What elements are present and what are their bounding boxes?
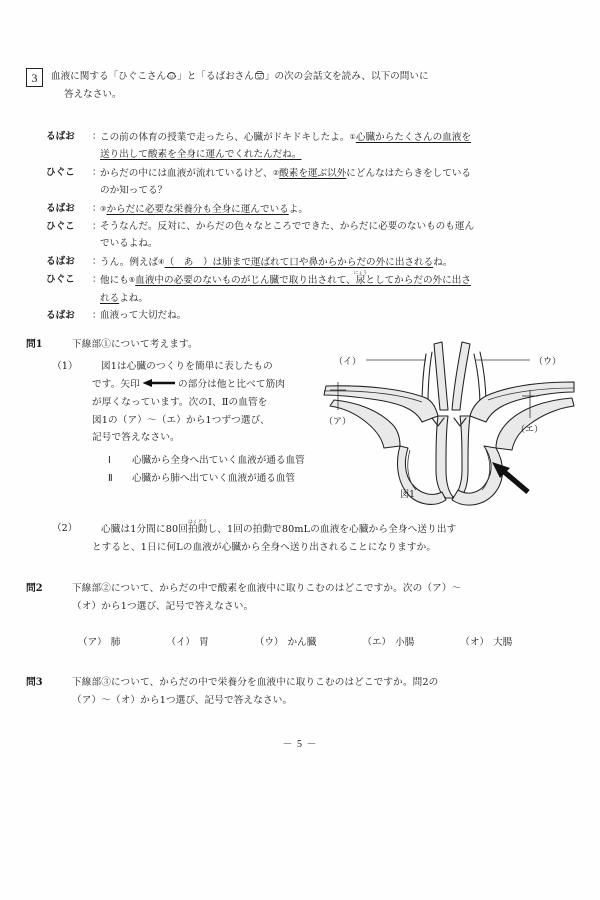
dialogue-speaker: ひぐこ (46, 166, 75, 178)
dialogue-line (46, 164, 576, 200)
mon2-line1: 下線部②について、からだの中で酸素を血液中に取りこむのはどこですか。次の（ア）～ (72, 583, 462, 594)
roman-text-2: 心臓から肺へ出ていく血液が通る血管 (132, 472, 296, 484)
dialogue-segment: 血液中の必要のないものがじん臓で取り出されて、 (135, 275, 356, 287)
dialogue-text-line (100, 128, 576, 146)
list-item (108, 452, 305, 470)
dialogue-segment: よ。 (288, 203, 308, 215)
answer-choice[interactable] (362, 634, 414, 648)
dialogue-speaker: ひぐこ (46, 274, 75, 286)
dialogue-segment: そうなんだ。反対に、からだの色々なところでできた、からだに必要のないものも運ん (100, 221, 475, 233)
problem-2-label: 問2 (26, 583, 43, 594)
dialogue-segment: 心臓からたくさんの血液を (355, 132, 472, 143)
svg-text:（イ）: （イ） (334, 357, 362, 367)
dialogue-colon: ： (92, 255, 102, 267)
dialogue-speaker: ひぐこ (46, 221, 75, 233)
dialogue-segment: としてからだの外に出さ (365, 275, 471, 287)
dialogue-segment: からだに必要な栄養分も全身に運んでいる (106, 203, 289, 215)
answer-choice-text: 小腸 (395, 637, 415, 648)
dialogue-text (100, 164, 576, 200)
answer-choice-label: （ウ） (254, 637, 284, 648)
dialogue-text-line (100, 271, 576, 289)
problem-3-text (72, 674, 576, 709)
answer-choice-label: （エ） (362, 637, 392, 648)
dialogue-segment: うん。例えば (100, 256, 159, 268)
dialogue-colon: ： (92, 221, 102, 233)
answer-choice[interactable] (255, 634, 317, 648)
dialogue-segment: 血液って大切だね。 (100, 310, 187, 322)
sub1-line-2: です。矢印 (92, 378, 140, 390)
dialogue-segment: のか知ってる？ (100, 185, 168, 197)
answer-choice-label: （ア） (78, 637, 107, 648)
dialogue-line (46, 253, 576, 271)
sub2-line1-pre: 心臓は1分間に80回 (101, 524, 188, 535)
dialogue-segment: （ あ ）は肺まで運ばれて口や鼻からからだの外に出される (164, 256, 434, 268)
dialogue-colon: ： (92, 274, 102, 286)
svg-text:（エ）: （エ） (516, 425, 544, 435)
underline-marker: ③ (100, 203, 107, 213)
answer-choice[interactable] (78, 634, 120, 648)
dialogue-speaker: るばお (46, 202, 75, 214)
higuko-face-icon (166, 70, 177, 81)
question-intro-a: 血液に関する「ひぐこさん (51, 71, 167, 82)
dialogue-text-line (100, 218, 576, 235)
sub2-line1-post: し、1回の拍動で80mLの血液を心臓から全身へ送り出す (207, 524, 457, 535)
page-number: － 5 － (282, 739, 318, 750)
dialogue-speaker: るばお (46, 310, 75, 322)
svg-text:（ア）: （ア） (324, 417, 352, 427)
dialogue-segment: からだの中には血液が流れているけど、 (100, 167, 273, 179)
dialogue-segment: この前の体育の授業で走ったら、心臓がドキドキしたよ。 (100, 132, 350, 143)
sub1-line-4: 図1の（ア）～（エ）から1つずつ選び、 (92, 414, 270, 426)
dialogue-text (100, 307, 576, 324)
answer-choice-text: 胃 (199, 637, 209, 648)
roman-num-1: Ⅰ (108, 455, 111, 466)
underline-marker: ① (349, 132, 356, 141)
ruby-annotated-term: 尿にょう (353, 271, 368, 287)
dialogue-line (46, 218, 576, 253)
sub2-line2: とすると、1日に何Lの血液が心臓から全身へ送り出されることになりますか。 (92, 541, 437, 553)
dialogue-colon: ： (92, 202, 102, 214)
hakudou-ruby: 拍動はくどう (187, 520, 208, 535)
mon3-line2: （ア）～（オ）から1つ選び、記号で答えなさい。 (72, 694, 293, 706)
left-arrow-icon (142, 377, 176, 395)
dialogue-text (100, 200, 576, 218)
dialogue-text-continuation (100, 235, 576, 252)
dialogue-text (100, 271, 576, 307)
question-intro-b: 」と「るばおさん (177, 71, 254, 82)
dialogue-colon: ： (92, 310, 102, 322)
dialogue-speaker: るばお (46, 255, 75, 267)
question-intro-c: 」の次の会話文を読み、以下の問いに (264, 71, 429, 82)
sub1-line-5: 記号で答えなさい。 (92, 432, 180, 444)
answer-choice[interactable] (166, 634, 208, 648)
problem-1-sub2-label: （2） (52, 523, 78, 534)
dialogue-segment: ね。 (433, 256, 453, 268)
dialogue-text-line (100, 164, 576, 182)
sub1-line-2b: の部分は他と比べて筋肉 (177, 378, 286, 390)
dialogue-line (46, 307, 576, 324)
roman-num-2: Ⅱ (108, 472, 113, 484)
dialogue-line (46, 200, 576, 218)
dialogue-speaker: るばお (46, 131, 75, 142)
dialogue-text (100, 218, 576, 253)
dialogue-text-line (100, 307, 576, 324)
dialogue-segment: 送り出して酸素を全身に運んでくれたんだね。 (100, 149, 302, 161)
dialogue-segment: 酸素を運ぶ以外 (279, 167, 347, 179)
problem-1-sub1-label: （1） (52, 361, 78, 372)
dialogue-segment: 他にも (100, 275, 129, 287)
answer-choice-text: かん臓 (287, 637, 317, 648)
dialogue-segment: にどんなはたらきをしている (346, 167, 472, 179)
dialogue-segment: よね。 (119, 292, 148, 304)
answer-choice-label: （オ） (460, 637, 490, 648)
dialogue-segment: でいるよね。 (100, 238, 158, 250)
roman-text-1: 心臓から全身へ出ていく血液が通る血管 (132, 455, 305, 466)
mon3-line1: 下線部③について、からだの中で栄養分を血液中に取りこむのはどこですか。問2の (72, 677, 439, 688)
sub1-line-3: が厚くなっています。次のⅠ、Ⅱの血管を (92, 397, 268, 409)
dialogue-text-continuation (100, 146, 576, 163)
dialogue-line (46, 271, 576, 307)
question-intro-line2: 答えなさい。 (64, 89, 122, 100)
answer-choice-text: 肺 (110, 637, 121, 648)
dialogue-segment: れる (100, 292, 120, 304)
rubao-face-icon (254, 70, 265, 81)
problem-1-label: 問1 (26, 339, 43, 350)
heart-diagram (322, 338, 578, 508)
svg-text:（ウ）: （ウ） (534, 357, 562, 367)
dialogue-text-continuation (100, 290, 576, 307)
dialogue-text-line (100, 200, 576, 218)
problem-1-sub1-text (92, 358, 320, 447)
answer-choices (78, 634, 558, 648)
problem-1-sub2-text (92, 520, 576, 556)
answer-choice-text: 大腸 (493, 637, 513, 648)
dialogue-colon: ： (92, 166, 102, 178)
sub1-line-1: 図1は心臓のつくりを簡単に表したもの (101, 361, 273, 372)
answer-choice-label: （イ） (166, 637, 196, 648)
dialogue-line (46, 128, 576, 164)
dialogue-text (100, 253, 576, 271)
underline-marker: ② (272, 167, 280, 177)
dialogue-colon: ： (92, 131, 102, 142)
question-number-box: 3 (26, 68, 43, 87)
dialogue-text-line (100, 253, 576, 271)
list-item (108, 470, 305, 488)
dialogue-block (46, 128, 576, 324)
roman-numeral-list (108, 452, 305, 487)
problem-1-lead: 下線部①について考えます。 (72, 339, 198, 350)
figure-caption: 図1 (400, 489, 416, 500)
problem-3-label: 問3 (26, 677, 43, 688)
problem-2-text (72, 580, 576, 615)
answer-choice[interactable] (460, 634, 512, 648)
dialogue-text (100, 128, 576, 164)
underline-marker: ④ (158, 256, 165, 266)
dialogue-text-continuation (100, 182, 576, 199)
underline-marker: ⑤ (128, 275, 136, 285)
question-heading (26, 68, 576, 104)
mon2-line2: （オ）から1つ選び、記号で答えなさい。 (72, 600, 254, 612)
